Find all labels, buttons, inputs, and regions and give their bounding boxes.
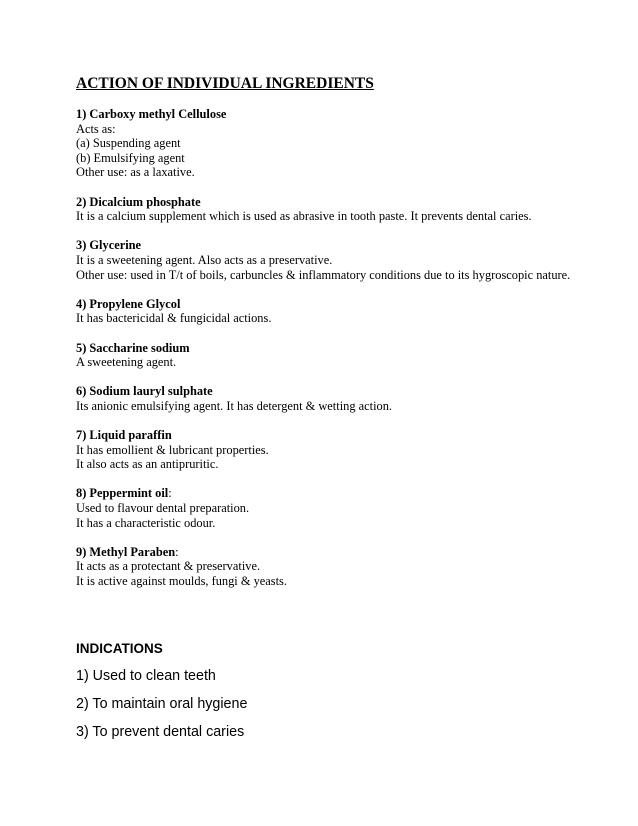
indications-title: INDICATIONS xyxy=(76,641,163,656)
ingredient-heading: 8) Peppermint oil xyxy=(76,486,169,501)
ingredient-line: It has a characteristic odour. xyxy=(76,515,216,530)
ingredient-line: It acts as a protectant & preservative. xyxy=(76,559,261,574)
ingredient-liquid-paraffin xyxy=(76,428,576,472)
ingredient-glycerine xyxy=(76,238,576,282)
ingredient-line: Used to flavour dental preparation. xyxy=(76,501,250,516)
ingredient-heading-suffix: : xyxy=(168,486,172,501)
ingredient-carboxy-methyl-cellulose xyxy=(76,107,576,180)
ingredient-dicalcium-phosphate xyxy=(76,195,576,224)
ingredient-sodium-lauryl-sulphate xyxy=(76,384,576,413)
ingredient-peppermint-oil xyxy=(76,486,576,530)
ingredient-heading: 9) Methyl Paraben xyxy=(76,544,176,559)
ingredient-line: It has emollient & lubricant properties. xyxy=(76,442,269,457)
ingredient-line: (b) Emulsifying agent xyxy=(76,150,185,165)
ingredient-heading: 4) Propylene Glycol xyxy=(76,296,181,311)
ingredient-line: Other use: as a laxative. xyxy=(76,165,195,180)
indication-item: 1) Used to clean teeth xyxy=(76,668,216,684)
document-title: ACTION OF INDIVIDUAL INGREDIENTS xyxy=(76,75,374,92)
ingredient-heading-suffix: : xyxy=(175,544,179,559)
ingredient-heading: 6) Sodium lauryl sulphate xyxy=(76,384,213,399)
ingredient-line: It also acts as an antipruritic. xyxy=(76,457,219,472)
ingredient-line: A sweetening agent. xyxy=(76,355,177,370)
ingredient-line: It is a calcium supplement which is used as abrasive in tooth paste. It prevents dental caries. xyxy=(76,209,532,224)
ingredient-heading: 7) Liquid paraffin xyxy=(76,428,172,443)
ingredient-line: Acts as: xyxy=(76,121,116,136)
ingredient-propylene-glycol xyxy=(76,297,576,326)
indication-item: 2) To maintain oral hygiene xyxy=(76,696,248,712)
ingredient-line: It is active against moulds, fungi & yeasts. xyxy=(76,574,287,588)
ingredient-heading: 1) Carboxy methyl Cellulose xyxy=(76,107,227,121)
ingredient-line: Its anionic emulsifying agent. It has detergent & wetting action. xyxy=(76,398,392,413)
ingredient-line: It has bactericidal & fungicidal actions. xyxy=(76,311,272,326)
ingredient-heading: 2) Dicalcium phosphate xyxy=(76,194,201,209)
ingredients-section xyxy=(76,107,576,603)
ingredient-line: Other use: used in T/t of boils, carbuncles & inflammatory conditions due to its hygroscopic nature. xyxy=(76,267,571,282)
ingredient-methyl-paraben xyxy=(76,545,576,589)
ingredient-line: (a) Suspending agent xyxy=(76,136,181,151)
indication-item: 3) To prevent dental caries xyxy=(76,724,245,740)
ingredient-saccharine-sodium xyxy=(76,341,576,370)
ingredient-line: It is a sweetening agent. Also acts as a preservative. xyxy=(76,252,333,267)
indications-section xyxy=(76,640,576,750)
ingredient-heading: 5) Saccharine sodium xyxy=(76,340,190,355)
ingredient-heading: 3) Glycerine xyxy=(76,238,142,253)
